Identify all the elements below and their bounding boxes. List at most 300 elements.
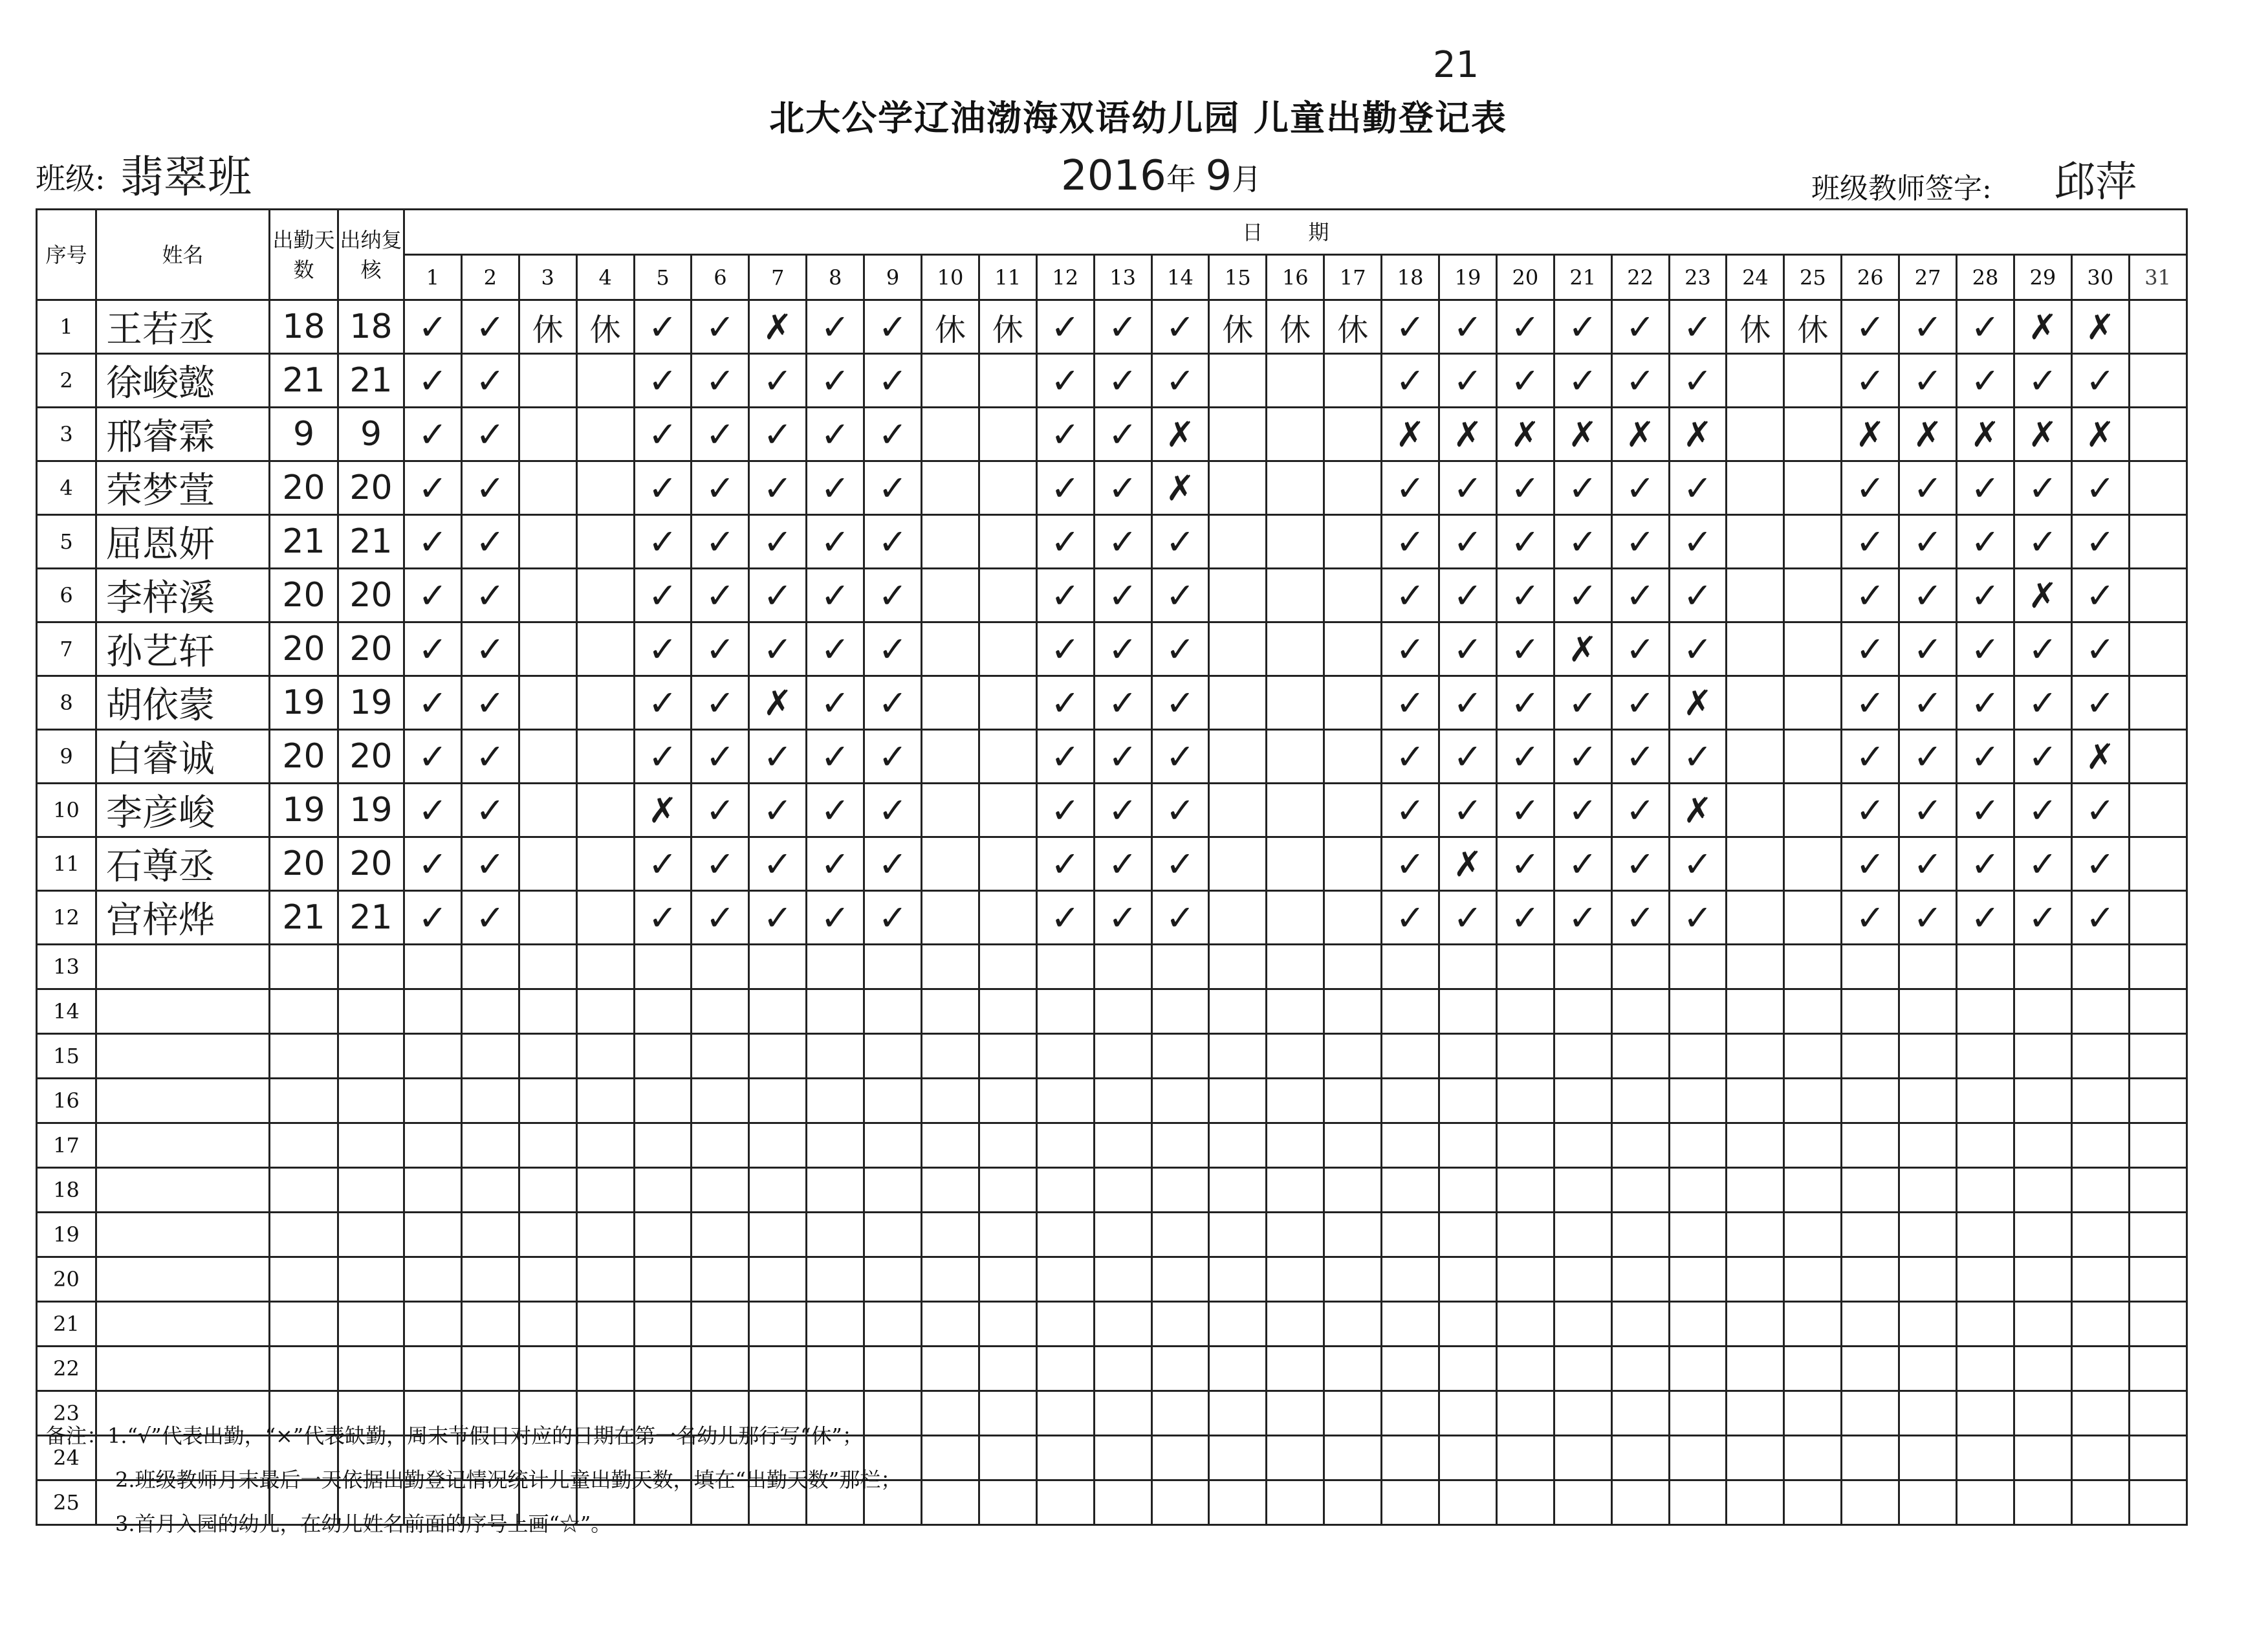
attendance-mark (461, 1213, 519, 1257)
attendance-mark (2071, 1123, 2129, 1168)
attendance-mark: ✓ (404, 515, 462, 569)
attendance-mark (1784, 1436, 1842, 1480)
attendance-mark (922, 784, 979, 837)
attendance-mark (519, 1079, 576, 1123)
attendance-mark (1094, 989, 1151, 1034)
attendance-mark (922, 569, 979, 622)
attendance-mark: 休 (1784, 300, 1842, 354)
attendance-mark (1842, 1391, 1899, 1436)
attendance-mark (922, 408, 979, 461)
attendance-mark (1727, 891, 1784, 945)
attendance-mark (1611, 945, 1669, 989)
attendance-mark (1727, 837, 1784, 891)
review-days (338, 1079, 404, 1123)
attendance-mark (1496, 1480, 1554, 1525)
attendance-mark (1957, 1436, 2014, 1480)
attendance-mark (864, 1302, 922, 1347)
attendance-mark: ✓ (692, 569, 749, 622)
attendance-mark (979, 1168, 1036, 1213)
attendance-mark (1324, 1391, 1382, 1436)
attendance-mark (749, 1079, 807, 1123)
student-row (37, 515, 2187, 569)
attendance-mark (1382, 1123, 1439, 1168)
attendance-mark: ✓ (807, 300, 864, 354)
student-row (37, 622, 2187, 676)
attendance-mark (2129, 891, 2186, 945)
attendance-mark: ✓ (2014, 676, 2071, 730)
attendance-mark (864, 1168, 922, 1213)
attended-days: 20 (270, 730, 338, 784)
attendance-mark (1784, 784, 1842, 837)
attendance-mark (1267, 837, 1324, 891)
attendance-mark (2071, 945, 2129, 989)
attendance-mark: ✓ (749, 461, 807, 515)
attendance-mark: ✓ (1094, 569, 1151, 622)
attendance-table (36, 208, 2188, 1526)
attendance-mark (1151, 1436, 1209, 1480)
attendance-mark: ✓ (1382, 569, 1439, 622)
attendance-mark (1094, 1168, 1151, 1213)
row-seq: 10 (37, 784, 96, 837)
attendance-mark (2129, 1213, 2186, 1257)
attendance-mark (576, 515, 634, 569)
attendance-mark (1036, 1213, 1094, 1257)
attendance-mark: ✓ (1439, 300, 1497, 354)
attendance-mark: ✗ (2014, 569, 2071, 622)
attendance-mark: ✓ (1554, 461, 1611, 515)
attendance-mark: ✓ (634, 300, 692, 354)
attendance-mark (1267, 1391, 1324, 1436)
attendance-mark (576, 461, 634, 515)
attendance-mark (634, 1302, 692, 1347)
review-days (338, 945, 404, 989)
attendance-mark (576, 569, 634, 622)
attendance-mark: ✓ (1611, 461, 1669, 515)
review-days (338, 1213, 404, 1257)
note-1: 备注：1.“√”代表出勤，“×”代表缺勤，周末节假日对应的日期在第一名幼儿那行写“休”； (45, 1424, 863, 1448)
attendance-mark (2014, 1436, 2071, 1480)
attendance-mark (1784, 1168, 1842, 1213)
attendance-mark (749, 1123, 807, 1168)
attendance-mark (692, 1123, 749, 1168)
attendance-mark (807, 1168, 864, 1213)
attendance-mark: ✓ (1094, 300, 1151, 354)
attendance-mark (1209, 622, 1267, 676)
day-header: 26 (1842, 255, 1899, 300)
attendance-mark (1324, 1347, 1382, 1391)
attendance-mark: ✓ (2014, 784, 2071, 837)
attendance-mark: ✓ (1439, 730, 1497, 784)
review-days: 20 (338, 569, 404, 622)
review-days: 20 (338, 730, 404, 784)
attendance-mark: ✓ (692, 461, 749, 515)
attendance-mark: ✓ (404, 784, 462, 837)
attendance-mark (979, 945, 1036, 989)
attendance-mark (1611, 1391, 1669, 1436)
attendance-mark (519, 1213, 576, 1257)
attendance-mark (1611, 1034, 1669, 1079)
attendance-mark (1784, 1480, 1842, 1525)
attendance-mark (576, 1123, 634, 1168)
attendance-mark: ✓ (1439, 354, 1497, 408)
attendance-mark (1267, 569, 1324, 622)
attendance-mark: ✓ (1842, 300, 1899, 354)
attendance-mark (922, 1034, 979, 1079)
attendance-mark: ✗ (749, 300, 807, 354)
date-month-unit: 月 (1232, 162, 1262, 197)
row-seq: 12 (37, 891, 96, 945)
day-header: 18 (1382, 255, 1439, 300)
attendance-mark (1496, 1347, 1554, 1391)
attendance-mark (1382, 1257, 1439, 1302)
attendance-mark (1382, 1347, 1439, 1391)
attendance-mark (1209, 569, 1267, 622)
attendance-mark: ✓ (1554, 354, 1611, 408)
attendance-mark: ✓ (2071, 569, 2129, 622)
review-days (338, 1034, 404, 1079)
attendance-mark (1727, 730, 1784, 784)
attendance-mark: ✗ (1899, 408, 1957, 461)
attendance-mark: ✓ (1611, 300, 1669, 354)
attendance-mark (1209, 945, 1267, 989)
attendance-mark: 休 (1209, 300, 1267, 354)
attendance-mark (1209, 1480, 1267, 1525)
attendance-mark (922, 1391, 979, 1436)
attendance-mark (1324, 569, 1382, 622)
attendance-mark: ✗ (634, 784, 692, 837)
attendance-mark: ✓ (1899, 622, 1957, 676)
attendance-mark (1324, 622, 1382, 676)
attendance-mark: ✗ (1496, 408, 1554, 461)
attendance-mark: ✓ (864, 837, 922, 891)
row-seq: 20 (37, 1257, 96, 1302)
attendance-mark (979, 676, 1036, 730)
attendance-mark: ✓ (1382, 354, 1439, 408)
attendance-mark (922, 622, 979, 676)
attendance-mark (2129, 1034, 2186, 1079)
attendance-mark (1727, 1034, 1784, 1079)
attendance-mark (2129, 1480, 2186, 1525)
attendance-mark (1899, 1302, 1957, 1347)
attendance-mark (1784, 730, 1842, 784)
attendance-mark (1554, 1213, 1611, 1257)
attendance-mark: ✗ (2014, 300, 2071, 354)
student-row (37, 945, 2187, 989)
attendance-mark (519, 408, 576, 461)
attendance-mark (519, 784, 576, 837)
attendance-mark (1669, 1302, 1727, 1347)
attendance-mark (1899, 1213, 1957, 1257)
attendance-mark (1554, 945, 1611, 989)
attendance-mark (1554, 1257, 1611, 1302)
attendance-mark (1611, 1123, 1669, 1168)
attendance-mark (1554, 1391, 1611, 1436)
attendance-mark (1267, 1257, 1324, 1302)
attendance-mark: ✓ (1842, 730, 1899, 784)
attendance-mark (922, 730, 979, 784)
attendance-mark: ✓ (634, 891, 692, 945)
attendance-mark (1267, 354, 1324, 408)
attendance-mark (1842, 1168, 1899, 1213)
attendance-mark (692, 1168, 749, 1213)
attendance-mark (807, 989, 864, 1034)
attendance-mark (1036, 1347, 1094, 1391)
student-name: 李彦峻 (96, 784, 270, 837)
attendance-mark (1151, 1302, 1209, 1347)
attendance-mark (2071, 1480, 2129, 1525)
attendance-mark: ✓ (807, 354, 864, 408)
attendance-mark (1439, 1034, 1497, 1079)
attendance-mark (1669, 1168, 1727, 1213)
attendance-mark (1094, 1257, 1151, 1302)
attendance-mark (519, 837, 576, 891)
date-month: 9 (1205, 152, 1232, 200)
attendance-mark: ✓ (1554, 784, 1611, 837)
row-seq: 9 (37, 730, 96, 784)
attendance-mark (1324, 730, 1382, 784)
attendance-mark (864, 989, 922, 1034)
attendance-mark (1727, 1123, 1784, 1168)
attendance-mark (404, 1034, 462, 1079)
attendance-mark (1727, 1347, 1784, 1391)
attendance-mark (1036, 1436, 1094, 1480)
attendance-mark (1324, 408, 1382, 461)
attendance-mark (979, 891, 1036, 945)
day-header: 17 (1324, 255, 1382, 300)
attendance-mark: ✓ (404, 622, 462, 676)
attendance-mark (1496, 1391, 1554, 1436)
attendance-mark (749, 989, 807, 1034)
attendance-mark (1094, 1391, 1151, 1436)
attendance-mark (979, 622, 1036, 676)
attendance-mark (1094, 1436, 1151, 1480)
attendance-mark (1094, 945, 1151, 989)
attendance-mark (922, 1347, 979, 1391)
attendance-mark: ✓ (864, 354, 922, 408)
attendance-mark (1727, 1257, 1784, 1302)
date-year: 2016 (1061, 152, 1166, 200)
attendance-mark: ✓ (864, 784, 922, 837)
attendance-mark: ✓ (1899, 461, 1957, 515)
attendance-mark (1727, 1480, 1784, 1525)
attendance-mark (1151, 1123, 1209, 1168)
attendance-mark: ✓ (1094, 837, 1151, 891)
attendance-mark (1727, 1302, 1784, 1347)
attendance-mark (1209, 1391, 1267, 1436)
attendance-mark (519, 945, 576, 989)
attendance-mark: ✓ (1554, 891, 1611, 945)
student-row (37, 408, 2187, 461)
attendance-mark (2129, 622, 2186, 676)
attendance-mark (1842, 1079, 1899, 1123)
attendance-mark (922, 1123, 979, 1168)
attendance-mark (576, 1257, 634, 1302)
attendance-mark (1267, 515, 1324, 569)
attendance-mark: ✓ (749, 622, 807, 676)
attendance-mark: ✓ (2014, 461, 2071, 515)
attendance-mark (1899, 1480, 1957, 1525)
attendance-mark: ✓ (2071, 354, 2129, 408)
attendance-mark: ✓ (1957, 461, 2014, 515)
attendance-mark (1382, 1391, 1439, 1436)
attended-days: 9 (270, 408, 338, 461)
attendance-mark: ✓ (1094, 461, 1151, 515)
attendance-mark: ✓ (1899, 837, 1957, 891)
attendance-mark: ✓ (404, 300, 462, 354)
attendance-mark (2129, 989, 2186, 1034)
attendance-mark: ✗ (1611, 408, 1669, 461)
attendance-mark (1267, 1034, 1324, 1079)
attendance-mark: ✓ (807, 730, 864, 784)
attendance-mark (1842, 945, 1899, 989)
student-name: 徐峻懿 (96, 354, 270, 408)
attendance-mark (1842, 1123, 1899, 1168)
attendance-mark (1784, 891, 1842, 945)
attendance-mark: ✓ (1036, 515, 1094, 569)
day-header: 14 (1151, 255, 1209, 300)
attendance-mark (461, 989, 519, 1034)
attendance-mark (922, 891, 979, 945)
attendance-mark: ✗ (2071, 408, 2129, 461)
attendance-mark (1036, 1168, 1094, 1213)
day-header: 31 (2129, 255, 2186, 300)
attendance-mark (1209, 408, 1267, 461)
attendance-mark: ✓ (2071, 784, 2129, 837)
attendance-mark: ✓ (461, 569, 519, 622)
attendance-mark (1382, 989, 1439, 1034)
attendance-mark (1324, 837, 1382, 891)
attendance-mark (404, 1347, 462, 1391)
attendance-mark (2014, 1302, 2071, 1347)
attendance-mark (1899, 1347, 1957, 1391)
attendance-mark: ✓ (1899, 891, 1957, 945)
attendance-mark (1209, 1079, 1267, 1123)
day-header: 9 (864, 255, 922, 300)
attendance-mark (1267, 945, 1324, 989)
attendance-mark (2071, 1079, 2129, 1123)
attendance-mark (1554, 989, 1611, 1034)
attendance-mark: ✓ (749, 730, 807, 784)
attendance-mark (1151, 945, 1209, 989)
attendance-mark (1094, 1347, 1151, 1391)
attendance-mark: ✓ (2071, 515, 2129, 569)
attendance-mark (1496, 1123, 1554, 1168)
attendance-mark (576, 945, 634, 989)
attendance-mark (922, 1257, 979, 1302)
attendance-mark (576, 891, 634, 945)
student-name: 李梓溪 (96, 569, 270, 622)
attendance-mark (1209, 1257, 1267, 1302)
attendance-mark (749, 1213, 807, 1257)
attendance-mark (1496, 1436, 1554, 1480)
attendance-mark: ✓ (692, 300, 749, 354)
attendance-mark (1611, 989, 1669, 1034)
form-title: 北大公学辽油渤海双语幼儿园 儿童出勤登记表 (769, 97, 1507, 138)
attendance-mark (979, 1257, 1036, 1302)
attendance-mark (1496, 945, 1554, 989)
attendance-mark: ✓ (1957, 622, 2014, 676)
attendance-mark: ✓ (1554, 676, 1611, 730)
attendance-mark (1151, 1391, 1209, 1436)
attendance-mark: ✓ (1611, 622, 1669, 676)
attendance-mark (1957, 1168, 2014, 1213)
attendance-mark: ✓ (749, 408, 807, 461)
attendance-mark (692, 1302, 749, 1347)
attendance-mark (1209, 676, 1267, 730)
attendance-mark: ✓ (1957, 569, 2014, 622)
attendance-mark (1727, 569, 1784, 622)
attendance-mark (2071, 1302, 2129, 1347)
attendance-mark: ✓ (807, 515, 864, 569)
attendance-mark (1324, 1079, 1382, 1123)
attendance-mark (1727, 676, 1784, 730)
attendance-mark: ✓ (2014, 891, 2071, 945)
day-header: 25 (1784, 255, 1842, 300)
attendance-mark: ✓ (634, 569, 692, 622)
attendance-mark: ✓ (404, 354, 462, 408)
attendance-mark: ✓ (749, 569, 807, 622)
attendance-mark: ✓ (1669, 837, 1727, 891)
attendance-mark (979, 515, 1036, 569)
attendance-mark (1899, 1168, 1957, 1213)
attendance-mark: ✓ (1439, 891, 1497, 945)
attendance-mark (1727, 1391, 1784, 1436)
student-row (37, 837, 2187, 891)
attendance-mark (2014, 1213, 2071, 1257)
attendance-mark (1611, 1079, 1669, 1123)
attendance-mark (1784, 1079, 1842, 1123)
attendance-mark (979, 784, 1036, 837)
attendance-mark (2129, 1168, 2186, 1213)
attendance-mark: ✓ (404, 408, 462, 461)
attendance-mark: ✓ (461, 622, 519, 676)
attendance-mark (2129, 300, 2186, 354)
attendance-mark (2071, 1391, 2129, 1436)
attendance-mark: ✓ (1669, 891, 1727, 945)
attendance-mark (1899, 1034, 1957, 1079)
attended-days (270, 945, 338, 989)
attendance-mark: ✓ (692, 622, 749, 676)
attendance-mark (1151, 1079, 1209, 1123)
day-header: 19 (1439, 255, 1497, 300)
attendance-mark (634, 1034, 692, 1079)
attendance-mark (1439, 1168, 1497, 1213)
student-row (37, 730, 2187, 784)
attendance-mark (1669, 1480, 1727, 1525)
attendance-mark: ✓ (1957, 730, 2014, 784)
row-seq: 23 (37, 1391, 96, 1436)
attendance-mark (1324, 1436, 1382, 1480)
attendance-mark: ✗ (1439, 837, 1497, 891)
attendance-mark: ✓ (1957, 784, 2014, 837)
attendance-mark: ✓ (1669, 515, 1727, 569)
attendance-mark (1727, 989, 1784, 1034)
day-header: 5 (634, 255, 692, 300)
student-row (37, 1213, 2187, 1257)
day-header: 30 (2071, 255, 2129, 300)
attendance-mark: ✓ (1094, 730, 1151, 784)
student-row (37, 784, 2187, 837)
attendance-mark: ✓ (1669, 730, 1727, 784)
attendance-mark: ✓ (2071, 676, 2129, 730)
attendance-mark: ✓ (807, 569, 864, 622)
attendance-mark (576, 622, 634, 676)
attendance-mark: ✗ (1151, 461, 1209, 515)
attendance-mark (1957, 1302, 2014, 1347)
attendance-mark: ✓ (634, 461, 692, 515)
attendance-mark (692, 1034, 749, 1079)
attendance-mark (519, 989, 576, 1034)
